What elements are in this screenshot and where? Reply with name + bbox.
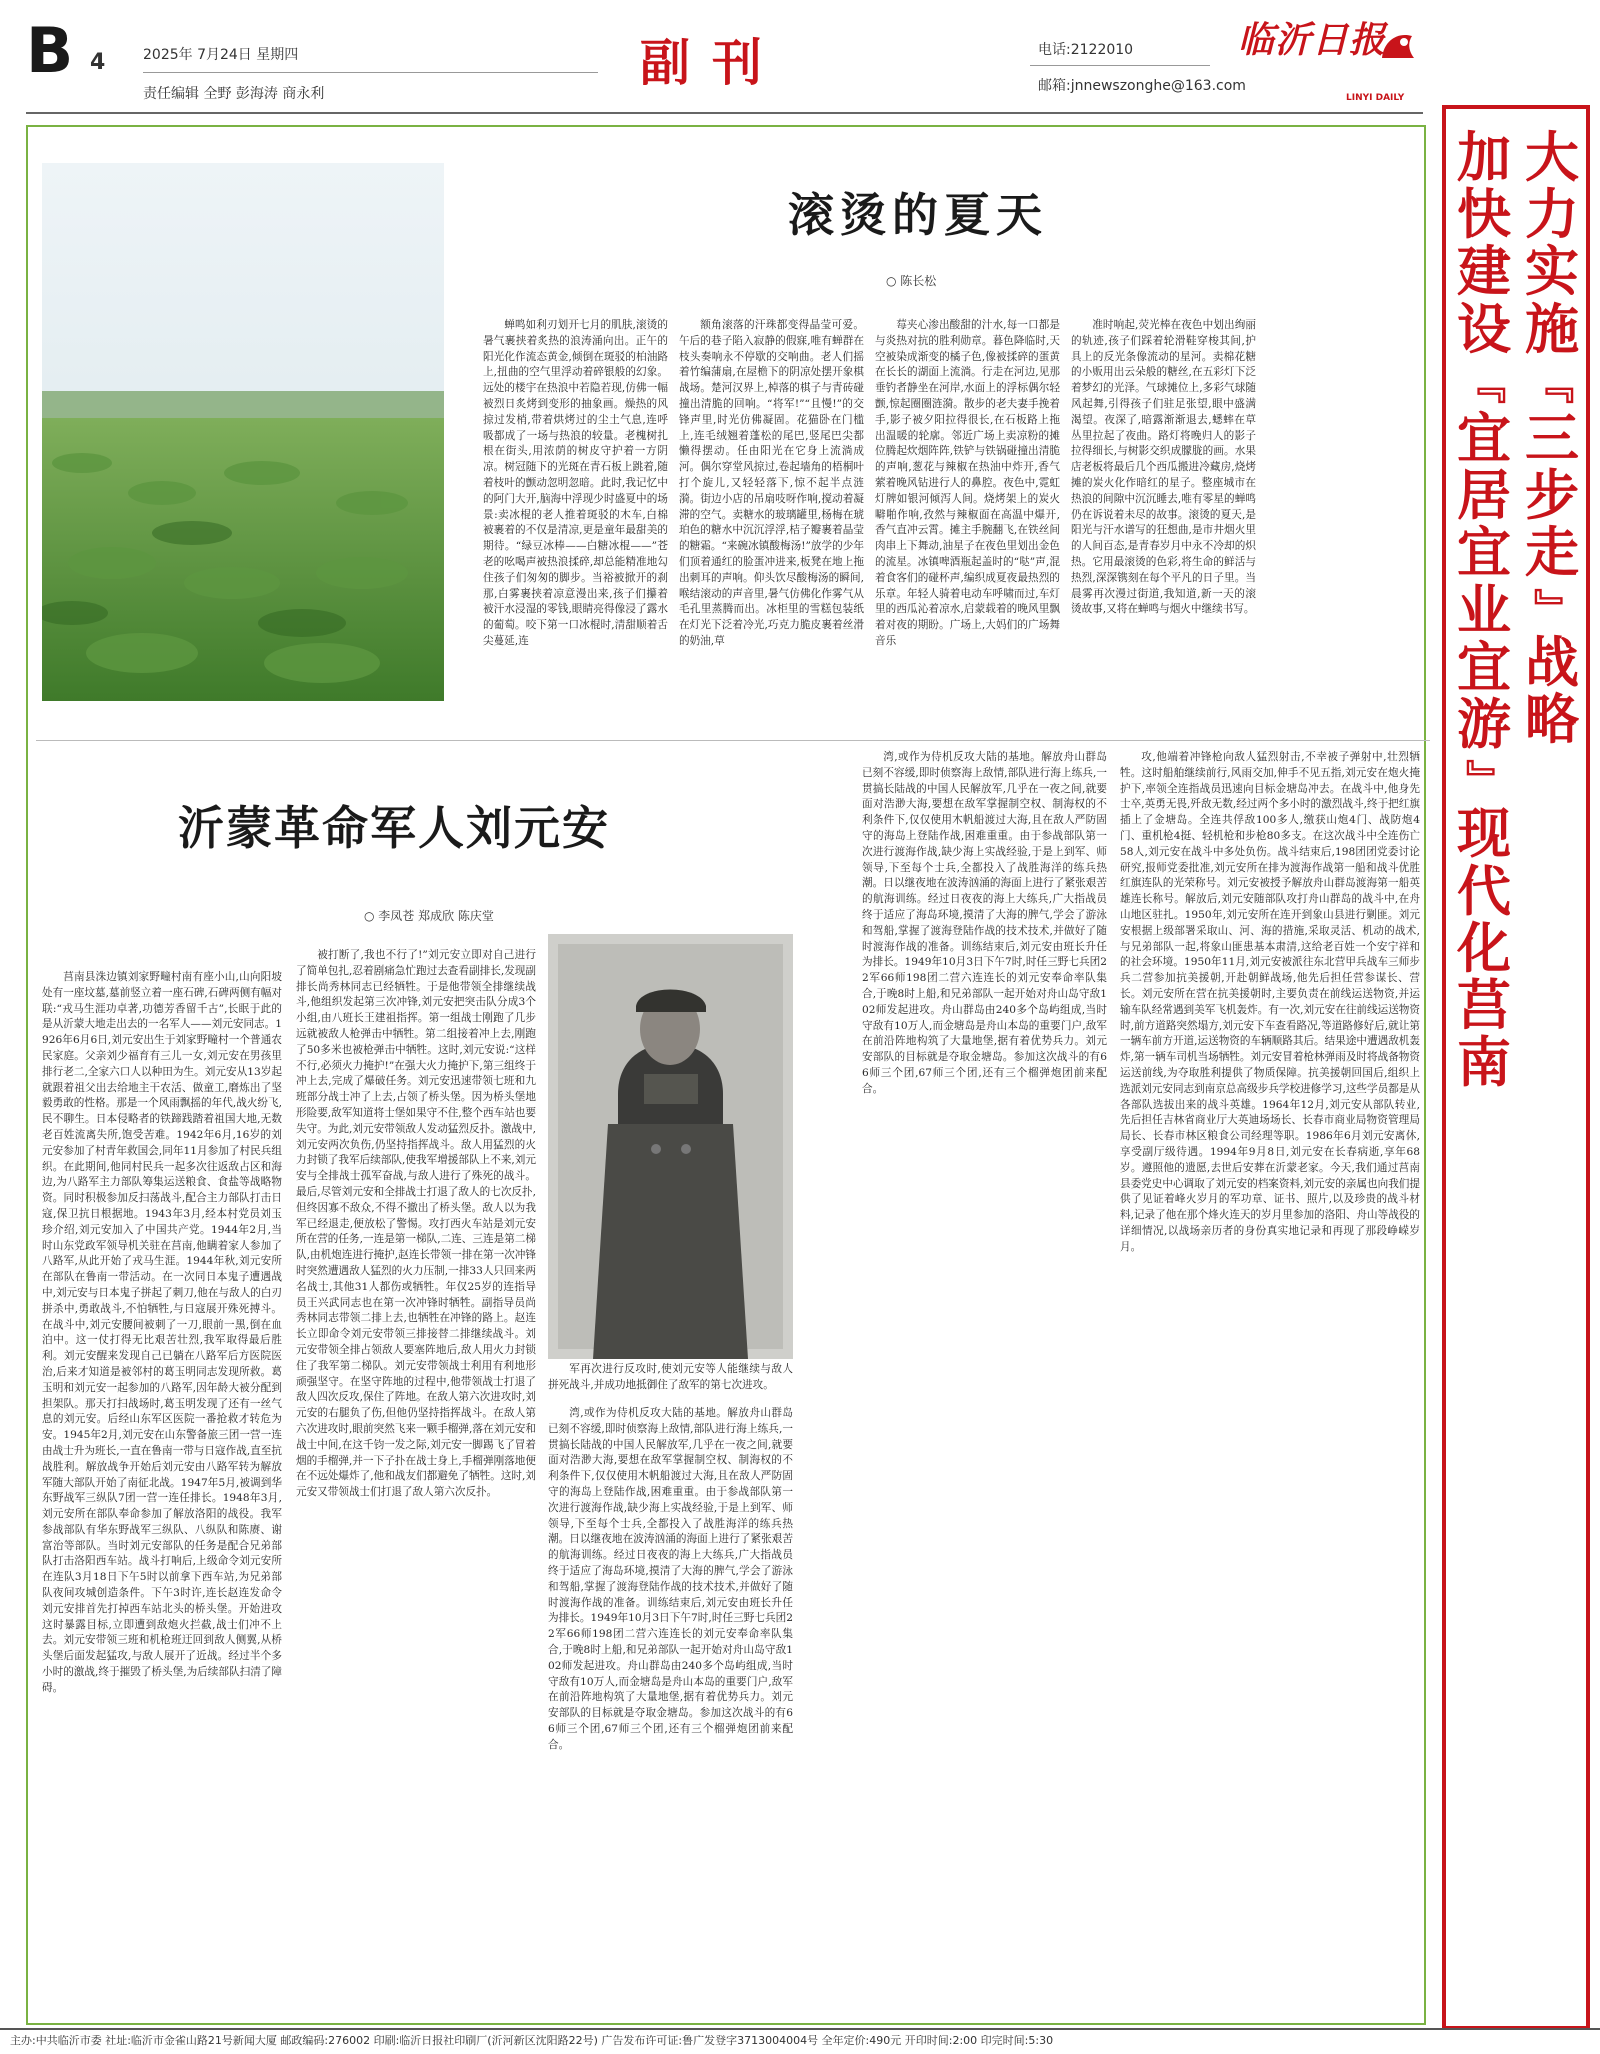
slogan-char: 『 [1529, 363, 1575, 404]
header-rule [26, 112, 1423, 114]
summer-paragraph: 额角滚落的汗珠都变得晶莹可爱。午后的巷子陷入寂静的假寐,唯有蝉群在枝头奏响永不停歇的交响曲。老人们摇着竹编蒲扇,在屋檐下的阴凉处摆开象棋战场。楚河汉界上,棹落的棋子与青砖碰撞出清脆的回响。“将军!”“且慢!”的交锋声里,时光仿佛凝固。花猫卧在门槛上,连毛绒翘着蓬松的尾巴,竖尾巴尖都懒得摆动。任由阳光在它身上流淌成河。偶尔穿堂风掠过,卷起墙角的梧桐叶打个旋儿,又轻轻落下,惊不起半点涟漪。街边小店的吊扇吱呀作响,搅动着凝滞的空气。卖糖水的玻璃罐里,杨梅在琥珀色的糖水中沉沉浮浮,桔子瓣裹着晶莹的糖霜。“来碗冰镇酸梅汤!”放学的少年们顶着通红的脸蛋冲进来,板凳在地上拖出刺耳的声响。仰头饮尽酸梅汤的瞬间,喉结滚动的声音里,暑气仿佛化作雾气从毛孔里蒸腾而出。冰柜里的雪糕包装纸在灯光下泛着冷光,巧克力脆皮裹着丝滑的奶油,草 [679, 319, 864, 647]
liu-paragraph: 莒南县洙边镇刘家野疃村南有座小山,山向阳坡处有一座坟墓,墓前竖立着一座石碑,石碑两侧有幅对联:“戎马生涯功卓著,功德芳香留千古”,长眠于此的是从沂蒙大地走出去的一名军人——刘元安同志。1926年6月6日,刘元安出生于刘家野疃村一个普通农民家庭。父亲刘少福育有三儿一女,刘元安在男孩里排行老二,全家六口人以种田为生。刘元安从13岁起就跟着祖父出去给地主干农活、做童工,磨炼出了坚毅勇敢的性格。那是一个风雨飘摇的年代,战火纷飞,民不聊生。日本侵略者的铁蹄践踏着祖国大地,无数老百姓流离失所,饱受苦难。1942年6月,16岁的刘元安参加了村青年救国会,同年11月参加了村民兵组织。在此期间,他同村民兵一起多次往返敌占区和海边,为八路军主力部队筹集运送粮食、食盐等战略物资。同时积极参加反扫荡战斗,配合主力部队打击日寇,保卫抗日根据地。1943年3月,经本村党员刘玉珍介绍,刘元安加入了中国共产党。1944年2月,当时山东党政军领导机关驻在莒南,他瞒着家人参加了八路军,从此开始了戎马生涯。1944年秋,刘元安所在部队在鲁南一带活动。在一次同日本鬼子遭遇战中,刘元安与日本鬼子拼起了刺刀,他在与敌人的白刃拼杀中,勇敢战斗,不怕牺牲,与日寇展开殊死搏斗。在战斗中,刘元安腰间被刺了一刀,眼前一黑,倒在血泊中。这一仗打得无比艰苦壮烈,我军取得最后胜利。刘元安醒来发现自己已躺在八路军后方医院医治,后来才知道是被邻村的葛玉明同志发现所救。葛玉明和刘元安一起参加的八路军,因年龄大被分配到担架队。那天打扫战场时,葛玉明发现了还有一丝气息的刘元安。后经山东军区医院一番抢救才转危为安。1945年2月,刘元安在山东警备旅三团一营一连由战士升为班长,一直在鲁南一带与日寇作战,直至抗战胜利。解放战争开始后刘元安由八路军转为解放军随大部队开始了南征北战。1947年5月,被调到华东野战军三纵队7团一营一连任排长。1948年3月,刘元安所在部队奉命参加了解放洛阳的战役。我军参战部队有华东野战军三纵队、八纵队和陈赓、谢富治等部队。当时刘元安部队的任务是配合兄弟部队打击洛阳西车站。战斗打响后,上级命令刘元安所在连队3月18日下午5时以前拿下西车站,为兄弟部队夜间攻城创造条件。下午3时许,连长赵连发命令刘元安排首先打掉西车站北头的桥头堡。开始进攻这时暴露目标,立即遭到敌炮火拦截,战士们冲不上去。刘元安带领三班和机枪班迂回到敌人侧翼,从桥头堡后面发起猛攻,与敌人展开了近战。经过半个多小时的激战,终于摧毁了桥头堡,为后续部队扫清了障碍。 [42, 971, 282, 1694]
summer-column-4 [1071, 318, 1256, 738]
liu-paragraph: 湾,或作为侍机反攻大陆的基地。解放舟山群岛已刻不容缓,即时侦察海上敌情,部队进行海上练兵,一贯搞长陆战的中国人民解放军,几乎在一夜之间,就要面对浩渺大海,要想在敌军掌握制空权、制海权的不利条件下,仅仅使用木帆船渡过大海,且在敌人严防固守的海岛上登陆作战,困难重重。由于参战部队第一次进行渡海作战,缺少海上实战经验,于是上到军、师领导,下至每个士兵,全都投入了战胜海洋的练兵热潮。日以继夜地在波涛汹涌的海面上进行了紧张艰苦的航海训练。经过日夜夜的海上大练兵,广大指战员终于适应了海岛环境,摸清了大海的脾气,学会了游泳和驾船,掌握了渡海登陆作战的技术技术,并做好了随时渡海作战的准备。训练结束后,刘元安由班长升任为排长。1949年10月3日下午7时,时任三野七兵团22军66师198团二营六连连长的刘元安奉命率队集合,于晚8时上船,和兄弟部队一起开始对舟山岛守敌102师发起进攻。舟山群岛由240多个岛屿组成,当时守敌有10万人,而金塘岛是舟山本岛的重要门户,敌军在前沿阵地构筑了大量地堡,据有着优势兵力。刘元安部队的目标就是夺取金塘岛。参加这次战斗的有66师三个团,67师三个团,还有三个榴弹炮团前来配合。 [548, 1407, 793, 1751]
email: 邮箱:jnnewszonghe@163.com [1038, 78, 1246, 94]
slogan-char: 力 [1525, 183, 1579, 247]
footer-rule [0, 2028, 1600, 2030]
portrait-caption [548, 1362, 793, 1402]
lotus-pond-photo [42, 163, 444, 701]
slogan-char: 居 [1457, 464, 1511, 528]
slogan-char: 快 [1457, 183, 1511, 247]
slogan-char: 业 [1457, 578, 1511, 642]
slogan-char: 步 [1525, 464, 1579, 528]
slogan-char: 建 [1457, 240, 1511, 304]
slogan-char: 莒 [1457, 974, 1511, 1038]
summer-column-1 [483, 318, 668, 738]
issue-date: 2025年 7月24日 星期四 [143, 47, 299, 63]
phone: 电话:2122010 [1038, 42, 1134, 58]
article-title-summer: 滚烫的夏天 [788, 188, 1048, 242]
slogan-char: 设 [1457, 297, 1511, 361]
header-divider [143, 72, 598, 73]
slogan-char: 加 [1457, 126, 1511, 189]
slogan-char: 代 [1457, 859, 1511, 923]
slogan-char: 略 [1525, 687, 1579, 751]
article-title-liu-yuanan: 沂蒙革命军人刘元安 [178, 801, 610, 855]
liu-column-4 [862, 750, 1107, 2025]
slogan-char: 施 [1525, 297, 1579, 361]
slogan-char: 三 [1525, 406, 1579, 470]
slogan-char: 走 [1525, 521, 1579, 585]
slogan-char: 大 [1525, 126, 1579, 189]
contact-divider [1030, 65, 1210, 66]
slogan-char: 』 [1529, 587, 1575, 628]
page-number: 4 [90, 50, 106, 75]
summer-column-3 [875, 318, 1060, 738]
summer-column-2 [679, 318, 864, 738]
summer-paragraph: 蝉鸣如利刃划开七月的肌肤,滚烫的暑气裹挟着炙热的浪涛涌向出。正午的阳光化作流态黄金,倾倒在斑驳的柏油路上,扭曲的空气里浮动着碎银般的幻象。远处的楼宇在热浪中若隐若现,仿佛一幅被烈日炙烤到变形的抽象画。燥热的风掠过发梢,带着烘烤过的尘土气息,连呼吸都成了一场与热浪的较量。老槐树扎根在街头,用浓荫的树皮守护着一方阴凉。树冠随下的光斑在青石板上跳着,随着枝叶的颤动忽明忽暗。此时,我记忆中的阿门大开,脑海中浮现少时盛夏中的场景:卖冰棍的老人推着斑驳的木车,白棉被裹着的不仅是清凉,更是童年最甜美的期待。“绿豆冰棒——白糖冰棍——”苍老的吆喝声被热浪揉碎,却总能精准地勾住孩子们匆匆的脚步。当裕被掀开的刹那,白雾裹挟着凉意漫出来,孩子们攥着被汗水浸湿的零钱,眼睛亮得像浸了露水的葡萄。咬下第一口冰棍时,清甜顺着舌尖蔓延,连 [483, 319, 668, 647]
section-title: 副刊 [640, 34, 784, 92]
slogan-column-1 [1522, 126, 1582, 751]
liu-paragraph: 被打断了,我也不行了!”刘元安立即对自己进行了简单包扎,忍着剧痛急忙跑过去查看副排长,发现副排长尚秀林同志已经牺牲。于是他带领全排继续战斗,他组织发起第三次冲锋,刘元安把突击队分成3个小组,由八班长王建祖指挥。第一组战士刚跑了几步远就被敌人枪弹击中牺牲。第二组接着冲上去,刚跑了50多米也被枪弹击中牺牲。这时,刘元安说:“这样不行,必须火力掩护!”在强大火力掩护下,第三组终于冲上去,完成了爆破任务。刘元安迅速带领七班和九班部分战士冲了上去,占领了桥头堡。因为桥头堡地形险要,敌军知道将士堡如果守不住,整个西车站也要失守。为此,刘元安带领敌人发动猛烈反扑。激战中,刘元安两次负伤,仍坚持指挥战斗。敌人用猛烈的火力封锁了我军后续部队,使我军增援部队上不来,刘元安与全排战士孤军奋战,与敌人进行了殊死的战斗。最后,尽管刘元安和全排战士打退了敌人的七次反扑,但终因寡不敌众,不得不撤出了桥头堡。敌人以为我军已经退走,便放松了警惕。攻打西火车站是刘元安所在营的任务,一连是第一梯队,二连、三连是第二梯队,由机炮连进行掩护,赵连长带领一排在第一次冲锋时突然遭遇敌人猛烈的火力压制,一排33人只回来两名战士,其他31人都伤或牺牲。年仅25岁的连指导员王兴武同志也在第一次冲锋时牺牲。副指导员尚秀林同志带领二排上去,也牺牲在冲锋的路上。赵连长立即命令刘元安带领三排接替二排继续战斗。刘元安带领全排占领敌人要塞阵地后,敌人用火力封锁住了我军第二梯队。刘元安带领战士利用有利地形顽强坚守。在坚守阵地的过程中,他带领战士打退了敌人四次反攻,保住了阵地。在敌人第六次进攻时,刘元安的右腿负了伤,但他仍坚持指挥战斗。在敌人第六次进攻时,眼前突然飞来一颗手榴弹,落在刘元安和战士中间,在这千钧一发之际,刘元安一脚踢飞了冒着烟的手榴弹,并一下子扑在战士身上,手榴弹刚落地便在不远处爆炸了,他和战友们都避免了牺牲。这时,刘元安又带领战士们打退了敌人第六次反扑。 [296, 949, 536, 1499]
slogan-char: 化 [1457, 916, 1511, 980]
liu-column-1 [42, 970, 282, 2025]
liu-column-5 [1120, 750, 1420, 2025]
page-letter: B [26, 14, 74, 87]
slogan-char: 宜 [1457, 406, 1511, 470]
logo-emblem-icon [1378, 28, 1418, 64]
liu-paragraph: 湾,或作为侍机反攻大陆的基地。解放舟山群岛已刻不容缓,即时侦察海上敌情,部队进行海上练兵,一贯搞长陆战的中国人民解放军,几乎在一夜之间,就要面对浩渺大海,要想在敌军掌握制空权、制海权的不利条件下,仅仅使用木帆船渡过大海,且在敌人严防固守的海岛上登陆作战,困难重重。由于参战部队第一次进行渡海作战,缺少海上实战经验,于是上到军、师领导,下至每个士兵,全都投入了战胜海洋的练兵热潮。日以继夜地在波涛汹涌的海面上进行了紧张艰苦的航海训练。经过日夜夜的海上大练兵,广大指战员终于适应了海岛环境,摸清了大海的脾气,学会了游泳和驾船,掌握了渡海登陆作战的技术技术,并做好了随时渡海作战的准备。训练结束后,刘元安由班长升任为排长。1949年10月3日下午7时,时任三野七兵团22军66师198团二营六连连长的刘元安奉命率队集合,于晚8时上船,和兄弟部队一起开始对舟山岛守敌102师发起进攻。舟山群岛由240多个岛屿组成,当时守敌有10万人,而金塘岛是舟山本岛的重要门户,敌军在前沿阵地构筑了大量地堡,据有着优势兵力。刘元安部队的目标就是夺取金塘岛。参加这次战斗的有66师三个团,67师三个团,还有三个榴弹炮团前来配合。 [862, 751, 1107, 1095]
slogan-char: 游 [1457, 693, 1511, 757]
slogan-char: 宜 [1457, 521, 1511, 585]
article-divider [36, 740, 1430, 741]
slogan-column-2 [1454, 126, 1514, 1095]
slogan-banner [1442, 105, 1590, 2030]
slogan-char: 实 [1525, 240, 1579, 304]
newspaper-logo: 临沂日报 [1238, 19, 1387, 61]
article-byline-liu-yuanan: ○ 李凤苍 郑成欣 陈庆堂 [364, 909, 494, 923]
slogan-char: 『 [1461, 363, 1507, 404]
slogan-char: 宜 [1457, 635, 1511, 699]
caption-text: 军再次进行反攻时,使刘元安等人能继续与敌人拼死战斗,并成功地抵御住了敌军的第七次进攻。 [548, 1363, 793, 1391]
summer-paragraph: 准时响起,荧光棒在夜色中划出绚丽的轨迹,孩子们踩着轮滑鞋穿梭其间,护具上的反光条像流动的星河。卖棉花糖的小贩用出云朵般的糖丝,在五彩灯下泛着梦幻的光泽。气球摊位上,多彩气球随风起舞,引得孩子们驻足张望,眼中盛满渴望。夜深了,暗露渐渐退去,蟋蟀在草丛里拉起了夜曲。路灯将晚归人的影子拉得细长,与树影交织成朦胧的画。水果店老板将最后几个西瓜搬进冷藏房,烧烤摊的炭火化作暗红的星子。整座城市在热浪的间隙中沉沉睡去,唯有零星的蝉鸣仍在诉说着未尽的故事。滚烫的夏天,是阳光与汗水谱写的狂想曲,是市井烟火里的人间百态,是青春岁月中永不冷却的炽热。它用最滚烫的色彩,将生命的鲜活与热烈,深深镌刻在每个平凡的日子里。当晨雾再次漫过街道,我知道,新一天的滚烫故事,又将在蝉鸣与烟火中继续书写。 [1071, 319, 1256, 616]
footer-imprint: 主办:中共临沂市委 社址:临沂市金雀山路21号新闻大厦 邮政编码:276002 印刷:临沂日报社印刷厂(沂河新区沈阳路22号) 广告发布许可证:鲁广发登字3713004004号 全年定价:490元 开印时间:2:00 印完时间:5:30 [10, 2035, 1054, 2046]
slogan-char: 』 [1461, 759, 1507, 800]
soldier-portrait-photo [548, 934, 793, 1359]
liu-column-3a [548, 1406, 793, 2025]
article-byline-summer: ○ 陈长松 [886, 274, 937, 288]
slogan-char: 现 [1457, 802, 1511, 866]
editors: 责任编辑 全野 彭海涛 商永利 [143, 86, 325, 102]
liu-column-2 [296, 948, 536, 2025]
summer-paragraph: 莓夹心渗出酸甜的汁水,每一口都是与炎热对抗的胜利勋章。暮色降临时,天空被染成渐变的橘子色,像被揉碎的蛋黄在长长的湖面上流淌。行走在河边,见那垂钓者静坐在河岸,水面上的浮标偶尔轻颤,惊起圈圈涟漪。散步的老夫妻手挽着手,影子被夕阳拉得很长,在石板路上拖出温暖的轮廓。邻近广场上卖凉粉的摊位腾起炊烟阵阵,铁铲与铁锅碰撞出清脆的声响,葱花与辣椒在热油中炸开,香气萦着晚风钻进行人的鼻腔。夜色中,霓虹灯牌如银河倾泻人间。烧烤架上的炭火噼啪作响,孜然与辣椒面在高温中爆开,香气直冲云霄。摊主手腕翻飞,在铁丝间肉串上下舞动,油星子在夜色里划出金色的流星。冰镇啤酒瓶起盖时的“哒”声,混着食客们的碰杯声,编织成夏夜最热烈的乐章。年轻人骑着电动车呼啸而过,车灯里的西瓜沁着凉水,启蒙载着的晚风里飘着对夜的期盼。广场上,大妈们的广场舞音乐 [875, 319, 1060, 647]
logo-subtitle: LINYI DAILY [1346, 93, 1405, 103]
liu-paragraph: 攻,他端着冲锋枪向敌人猛烈射击,不幸被子弹射中,壮烈牺牲。这时船舶继续前行,风雨交加,伸手不见五指,刘元安在炮火掩护下,率领全连指战员迅速向目标金塘岛冲去。在战斗中,他身先士卒,英勇无畏,歼敌无数,经过两个多小时的激烈战斗,终于把红旗插上了金塘岛。全连共俘敌100多人,缴获山炮4门、战防炮4门、重机枪4挺、轻机枪和步枪80多支。在这次战斗中全连伤亡58人,刘元安在战斗中多处负伤。战斗结束后,198团团党委讨论研究,报师党委批准,刘元安所在排为渡海作战第一船和战斗优胜红旗连队的光荣称号。刘元安被授予解放舟山群岛渡海第一船英雄连长称号。解放后,刘元安随部队攻打舟山群岛的战斗中,在舟山地区驻扎。1950年,刘元安所在连开到象山县进行剿匪。刘元安根据上级部署采取山、河、海的措施,采取灵活、机动的战术,与兄弟部队一起,将象山匪患基本肃清,这给老百姓一个安宁祥和的社会环境。1950年11月,刘元安被派往东北营甲兵战车三师步兵二营参加抗美援朝,开赴朝鲜战场,他先后担任营参谋长、营长。刘元安所在营在抗美援朝时,主要负责在前线运送物资,并运输车队经常遇到美军飞机轰炸。有一次,刘元安在往前线运送物资时,前方道路突然塌方,刘元安下车查看路况,等道路修好后,就让第一辆车前方开道,运送物资的车辆顺路其后。结果途中遭遇敌机轰炸,第一辆车司机当场牺牲。刘元安冒着枪林弹雨及时将战备物资运送前线,为夺取胜利提供了物质保障。抗美援朝回国后,组织上选派刘元安同志到南京总高级步兵学校进修学习,这些学员都是从各部队选拔出来的战斗英雄。1964年12月,刘元安从部队转业,先后担任吉林省商业厅大英迪场场长、长春市商业局物资管理局局长、长春市林区粮食公司经理等职。1986年6月刘元安离休,享受副厅级待遇。1994年9月8日,刘元安在长春病逝,享年68岁。遵照他的遗愿,去世后安葬在沂蒙老家。今天,我们通过莒南县委党史中心调取了刘元安的档案资料,刘元安的亲属也向我们提供了见证着峰火岁月的军功章、证书、照片,以及珍贵的战斗材料,记录了他在那个烽火连天的岁月里参加的洛阳、舟山等战役的详细情况,以战场亲历者的身份真实地记录和再现了那段峥嵘岁月。 [1120, 751, 1420, 1253]
slogan-char: 南 [1457, 1031, 1511, 1095]
slogan-char: 战 [1525, 630, 1579, 694]
